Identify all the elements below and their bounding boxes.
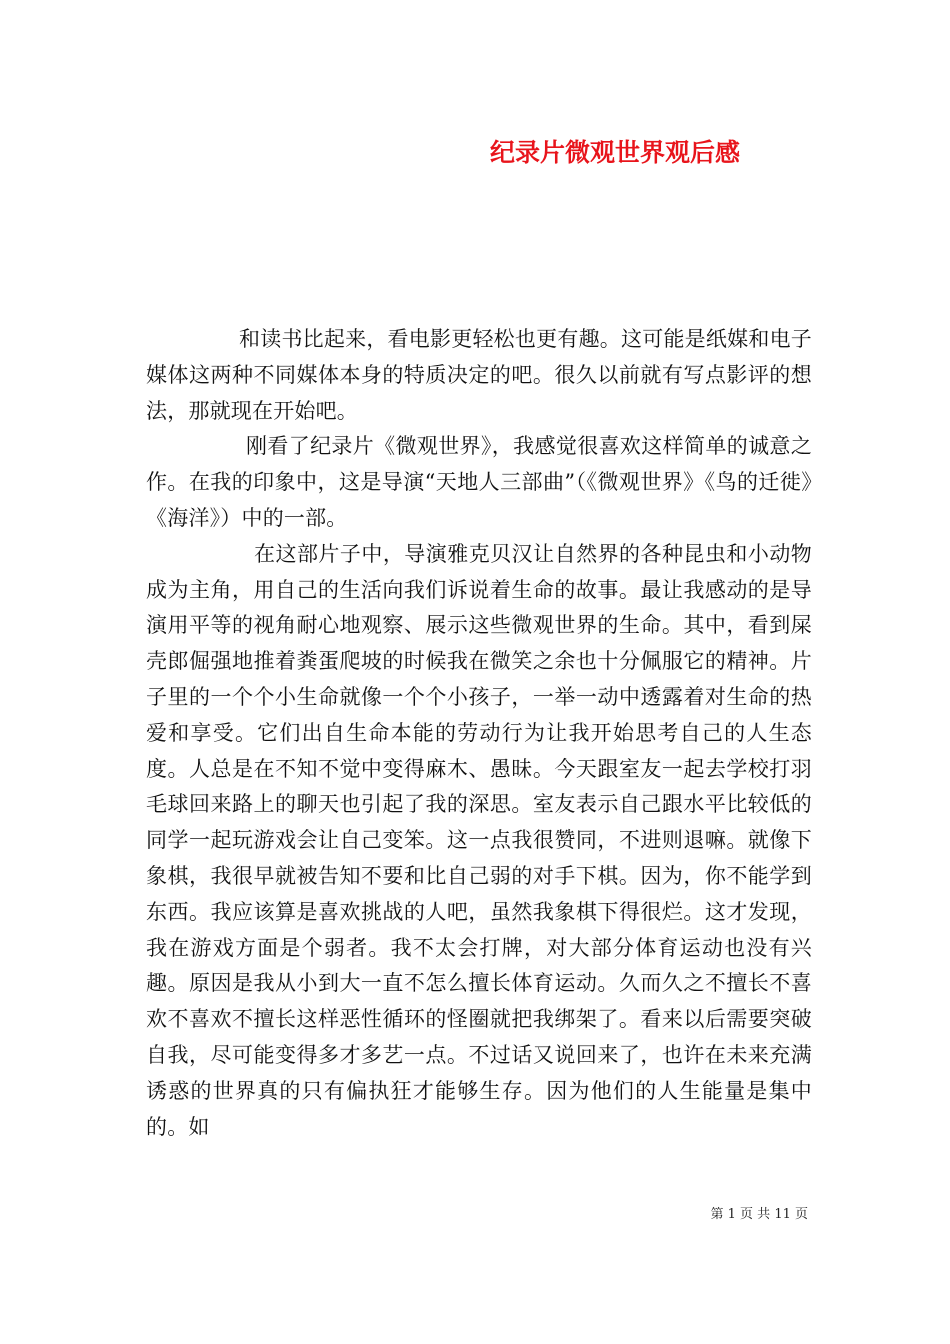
paragraph-1: 和读书比起来，看电影更轻松也更有趣。这可能是纸媒和电子媒体这两种不同媒体本身的特质决定的吧。很久以前就有写点影评的想法，那就现在开始吧。 bbox=[146, 327, 812, 423]
document-body bbox=[146, 322, 812, 1145]
paragraph-2: 刚看了纪录片《微观世界》，我感觉很喜欢这样简单的诚意之作。在我的印象中，这是导演“天地人三部曲”（《微观世界》《鸟的迁徙》《海洋》）中的一部。 bbox=[146, 434, 812, 530]
document-title: 纪录片微观世界观后感 bbox=[489, 138, 740, 167]
page-number-footer: 第 1 页 共 11 页 bbox=[710, 1207, 808, 1222]
paragraph-3: 在这部片子中，导演雅克贝汉让自然界的各种昆虫和小动物成为主角，用自己的生活向我们诉说着生命的故事。最让我感动的是导演用平等的视角耐心地观察、展示这些微观世界的生命。其中，看到屎壳郎倔强地推着粪蛋爬坡的时候我在微笑之余也十分佩服它的精神。片子里的一个个小生命就像一个个小孩子，一举一动中透露着对生命的热爱和享受。它们出自生命本能的劳动行为让我开始思考自己的人生态度。人总是在不知不觉中变得麻木、愚昧。今天跟室友一起去学校打羽毛球回来路上的聊天也引起了我的深思。室友表示自己跟水平比较低的同学一起玩游戏会让自己变笨。这一点我很赞同，不进则退嘛。就像下象棋，我很早就被告知不要和比自己弱的对手下棋。因为，你不能学到东西。我应该算是喜欢挑战的人吧，虽然我象棋下得很烂。这才发现，我在游戏方面是个弱者。我不太会打牌，对大部分体育运动也没有兴趣。原因是我从小到大一直不怎么擅长体育运动。久而久之不擅长不喜欢不喜欢不擅长这样恶性循环的怪圈就把我绑架了。看来以后需要突破自我，尽可能变得多才多艺一点。不过话又说回来了，也许在未来充满诱惑的世界真的只有偏执狂才能够生存。因为他们的人生能量是集中的。如 bbox=[146, 541, 812, 1139]
